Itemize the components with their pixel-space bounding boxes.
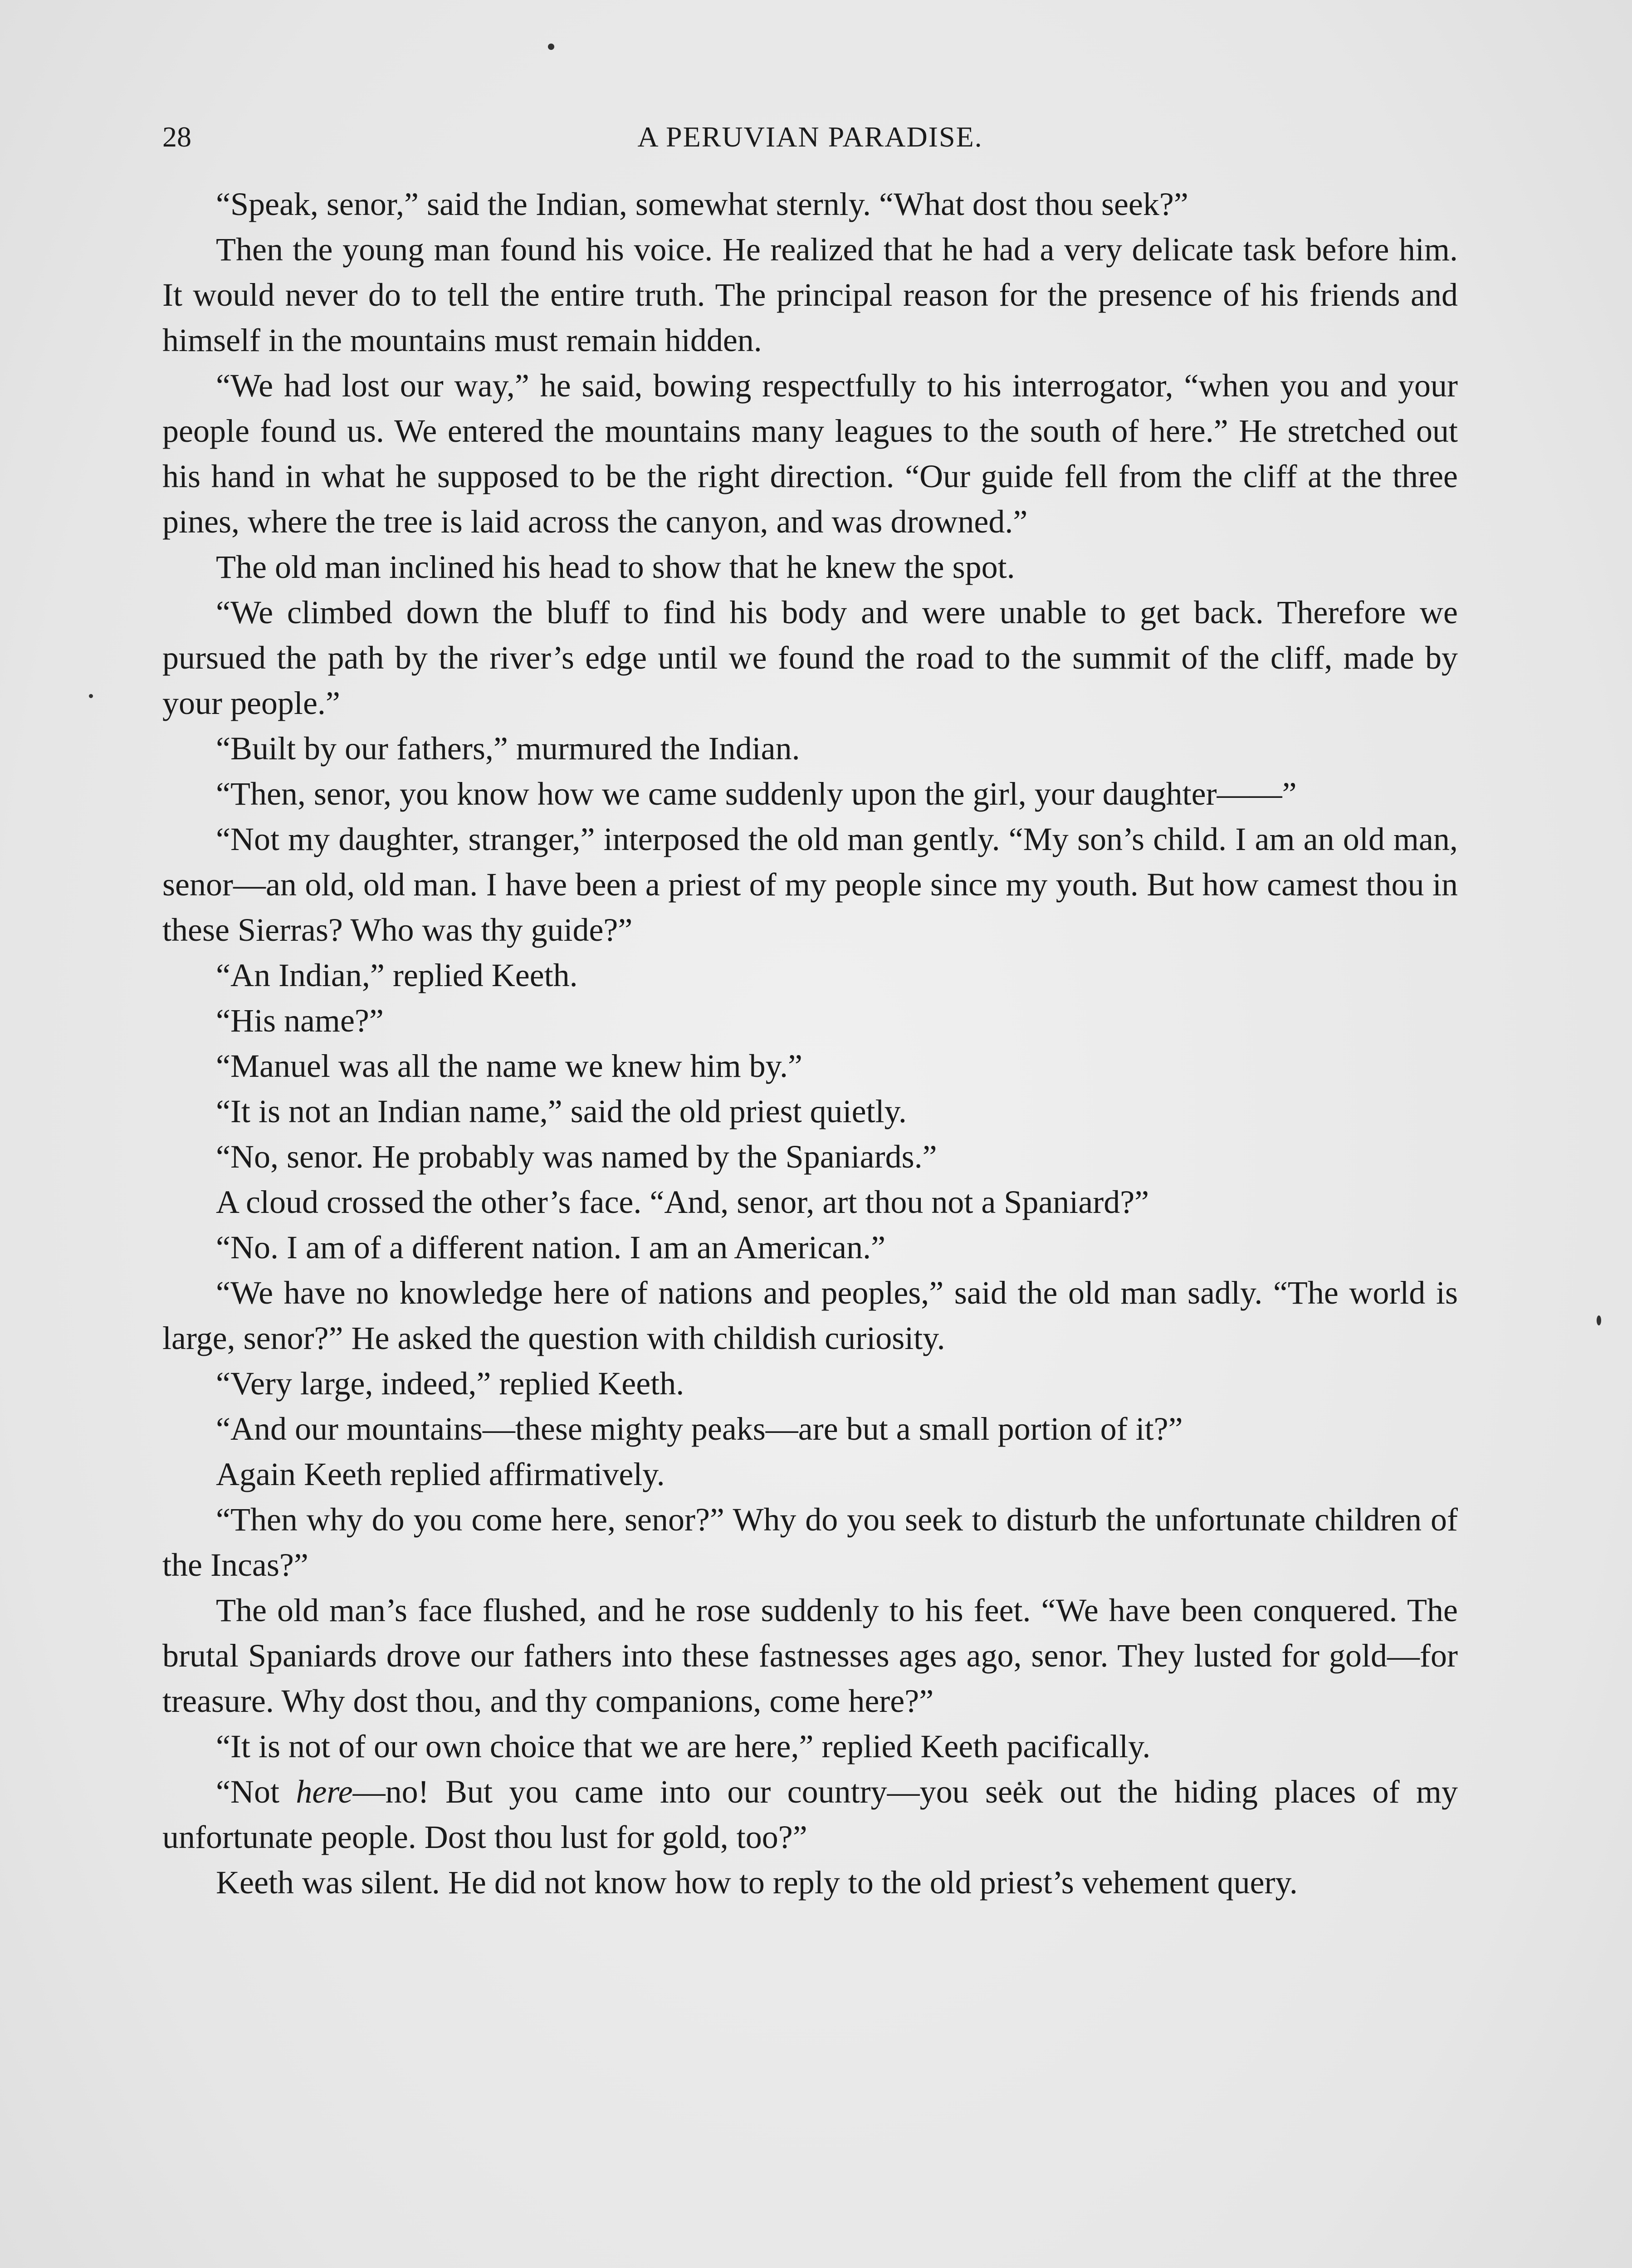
paragraph: “An Indian,” replied Keeth.	[216, 957, 578, 993]
ink-speck	[1597, 1315, 1601, 1325]
paragraph: “And our mountains—these mighty peaks—are but a small portion of it?”	[216, 1411, 1183, 1447]
paragraph: “We have no knowledge here of nations and peoples,” said the old man sadly. “The world is large, senor?” He asked the question with childish curiosity.	[162, 1275, 1458, 1356]
paragraph: “Then, senor, you know how we came suddenly upon the girl, your daughter——”	[216, 776, 1297, 812]
paragraph: Keeth was silent. He did not know how to reply to the old priest’s vehement query.	[216, 1864, 1298, 1901]
paragraph: A cloud crossed the other’s face. “And, senor, art thou not a Spaniard?”	[216, 1184, 1149, 1220]
paragraph: Then the young man found his voice. He realized that he had a very delicate task before him. It would never do to tell the entire truth. The principal reason for the presence of his friends and himself in the mountains must remain hidden.	[162, 231, 1458, 358]
ink-speck	[548, 44, 554, 50]
paragraph: “No, senor. He probably was named by the Spaniards.”	[216, 1139, 937, 1175]
body-text	[162, 181, 1458, 1905]
paragraph	[162, 1769, 1458, 1860]
paragraph: “We had lost our way,” he said, bowing respectfully to his interrogator, “when you and your people found us. We entered the mountains many leagues to the south of here.” He stretched out his hand in what he supposed to be the right direction. “Our guide fell from the cliff at the three pines, where the tree is laid across the canyon, and was drowned.”	[162, 367, 1458, 540]
paragraph: “Built by our fathers,” murmured the Indian.	[216, 730, 800, 767]
paragraph: “Speak, senor,” said the Indian, somewhat sternly. “What dost thou seek?”	[216, 186, 1188, 222]
paragraph: Again Keeth replied affirmatively.	[216, 1456, 665, 1492]
ink-speck	[89, 694, 93, 698]
running-title: A PERUVIAN PARADISE.	[637, 121, 983, 153]
paragraph: “Manuel was all the name we knew him by.”	[216, 1048, 802, 1084]
paragraph-text: “Not	[216, 1774, 296, 1810]
paragraph: “No. I am of a different nation. I am an American.”	[216, 1229, 886, 1266]
paragraph: “Not my daughter, stranger,” interposed the old man gently. “My son’s child. I am an old man, senor—an old, old man. I have been a priest of my people since my youth. But how camest thou in these Sierras? Who was thy guide?”	[162, 821, 1458, 948]
paragraph: “It is not of our own choice that we are here,” replied Keeth pacifically.	[216, 1728, 1151, 1765]
page-number: 28	[162, 121, 191, 153]
paragraph: “We climbed down the bluff to find his body and were unable to get back. Therefore we pursued the path by the river’s edge until we found the road to the summit of the cliff, made by your people.”	[162, 594, 1458, 721]
page-header	[162, 119, 1458, 160]
paragraph: “Then why do you come here, senor?” Why do you seek to disturb the unfortunate children of the Incas?”	[162, 1501, 1458, 1583]
italic-word: here	[296, 1774, 353, 1810]
paragraph: “His name?”	[216, 1002, 384, 1039]
paragraph: “Very large, indeed,” replied Keeth.	[216, 1365, 684, 1402]
paragraph: The old man inclined his head to show that he knew the spot.	[216, 549, 1015, 585]
paragraph: “It is not an Indian name,” said the old priest quietly.	[216, 1093, 907, 1129]
paragraph: The old man’s face flushed, and he rose suddenly to his feet. “We have been conquered. The brutal Spaniards drove our fathers into these fastnesses ages ago, senor. They lusted for gold—for treasure. Why dost thou, and thy companions, come here?”	[162, 1592, 1458, 1719]
paragraph-text: —no! But you came into our country—you seek out the hiding places of my unfortunate people. Dost thou lust for gold, too?”	[162, 1774, 1458, 1855]
